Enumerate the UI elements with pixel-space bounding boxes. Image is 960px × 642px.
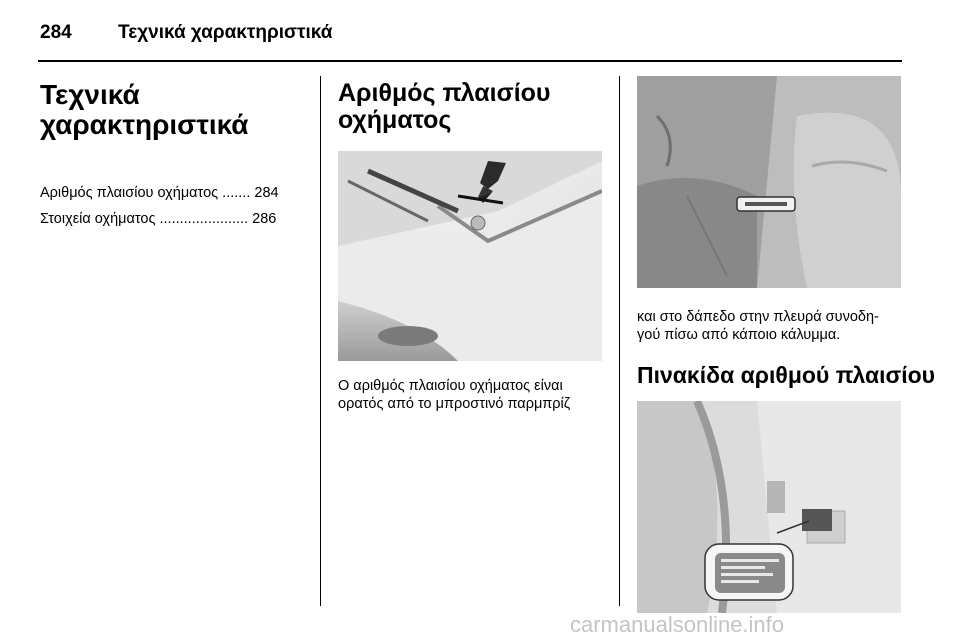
toc-leader: ...................... [159, 211, 249, 227]
floor-caption [637, 308, 901, 344]
section-title-vin [338, 80, 602, 134]
table-of-contents [40, 180, 302, 232]
toc-entry-title: Αριθμός πλαισίου οχήματος [40, 185, 219, 201]
page-number: 284 [40, 22, 72, 43]
caption-line2: γού πίσω από κάποιο κάλυμμα. [637, 327, 841, 343]
watermark: carmanualsonline.info [570, 612, 785, 637]
toc-entry-title: Στοιχεία οχήματος [40, 211, 156, 227]
toc-leader: ....... [222, 185, 251, 201]
toc-entry[interactable] [40, 206, 302, 232]
vin-caption [338, 377, 602, 413]
column-divider-left [320, 76, 321, 606]
caption-line1: Ο αριθμός πλαισίου οχήματος είναι [338, 378, 563, 394]
toc-page: 286 [252, 211, 277, 227]
section-title-line1: Αριθμός πλαισίου [338, 79, 551, 107]
running-title: Τεχνικά χαρακτηριστικά [118, 22, 333, 43]
caption-line1: και στο δάπεδο στην πλευρά συνοδη- [637, 309, 879, 325]
caption-line2: ορατός από το μπροστινό παρμπρίζ [338, 396, 571, 412]
chapter-title [40, 80, 302, 140]
vin-column [338, 80, 602, 413]
chapter-title-line2: χαρακτηριστικά [40, 109, 249, 140]
chapter-title-line1: Τεχνικά [40, 79, 140, 110]
section-title-plate: Πινακίδα αριθμού πλαισίου [637, 362, 936, 388]
toc-entry[interactable] [40, 180, 302, 206]
section-title-line2: οχήματος [338, 106, 452, 134]
chapter-column [40, 80, 302, 232]
toc-page: 284 [254, 185, 279, 201]
column-divider-right [619, 76, 620, 606]
header-rule [38, 60, 902, 62]
windscreen-vin-illustration [338, 151, 602, 361]
plate-illustration [637, 401, 901, 613]
plate-column [637, 76, 936, 613]
floor-vin-illustration [637, 76, 901, 288]
